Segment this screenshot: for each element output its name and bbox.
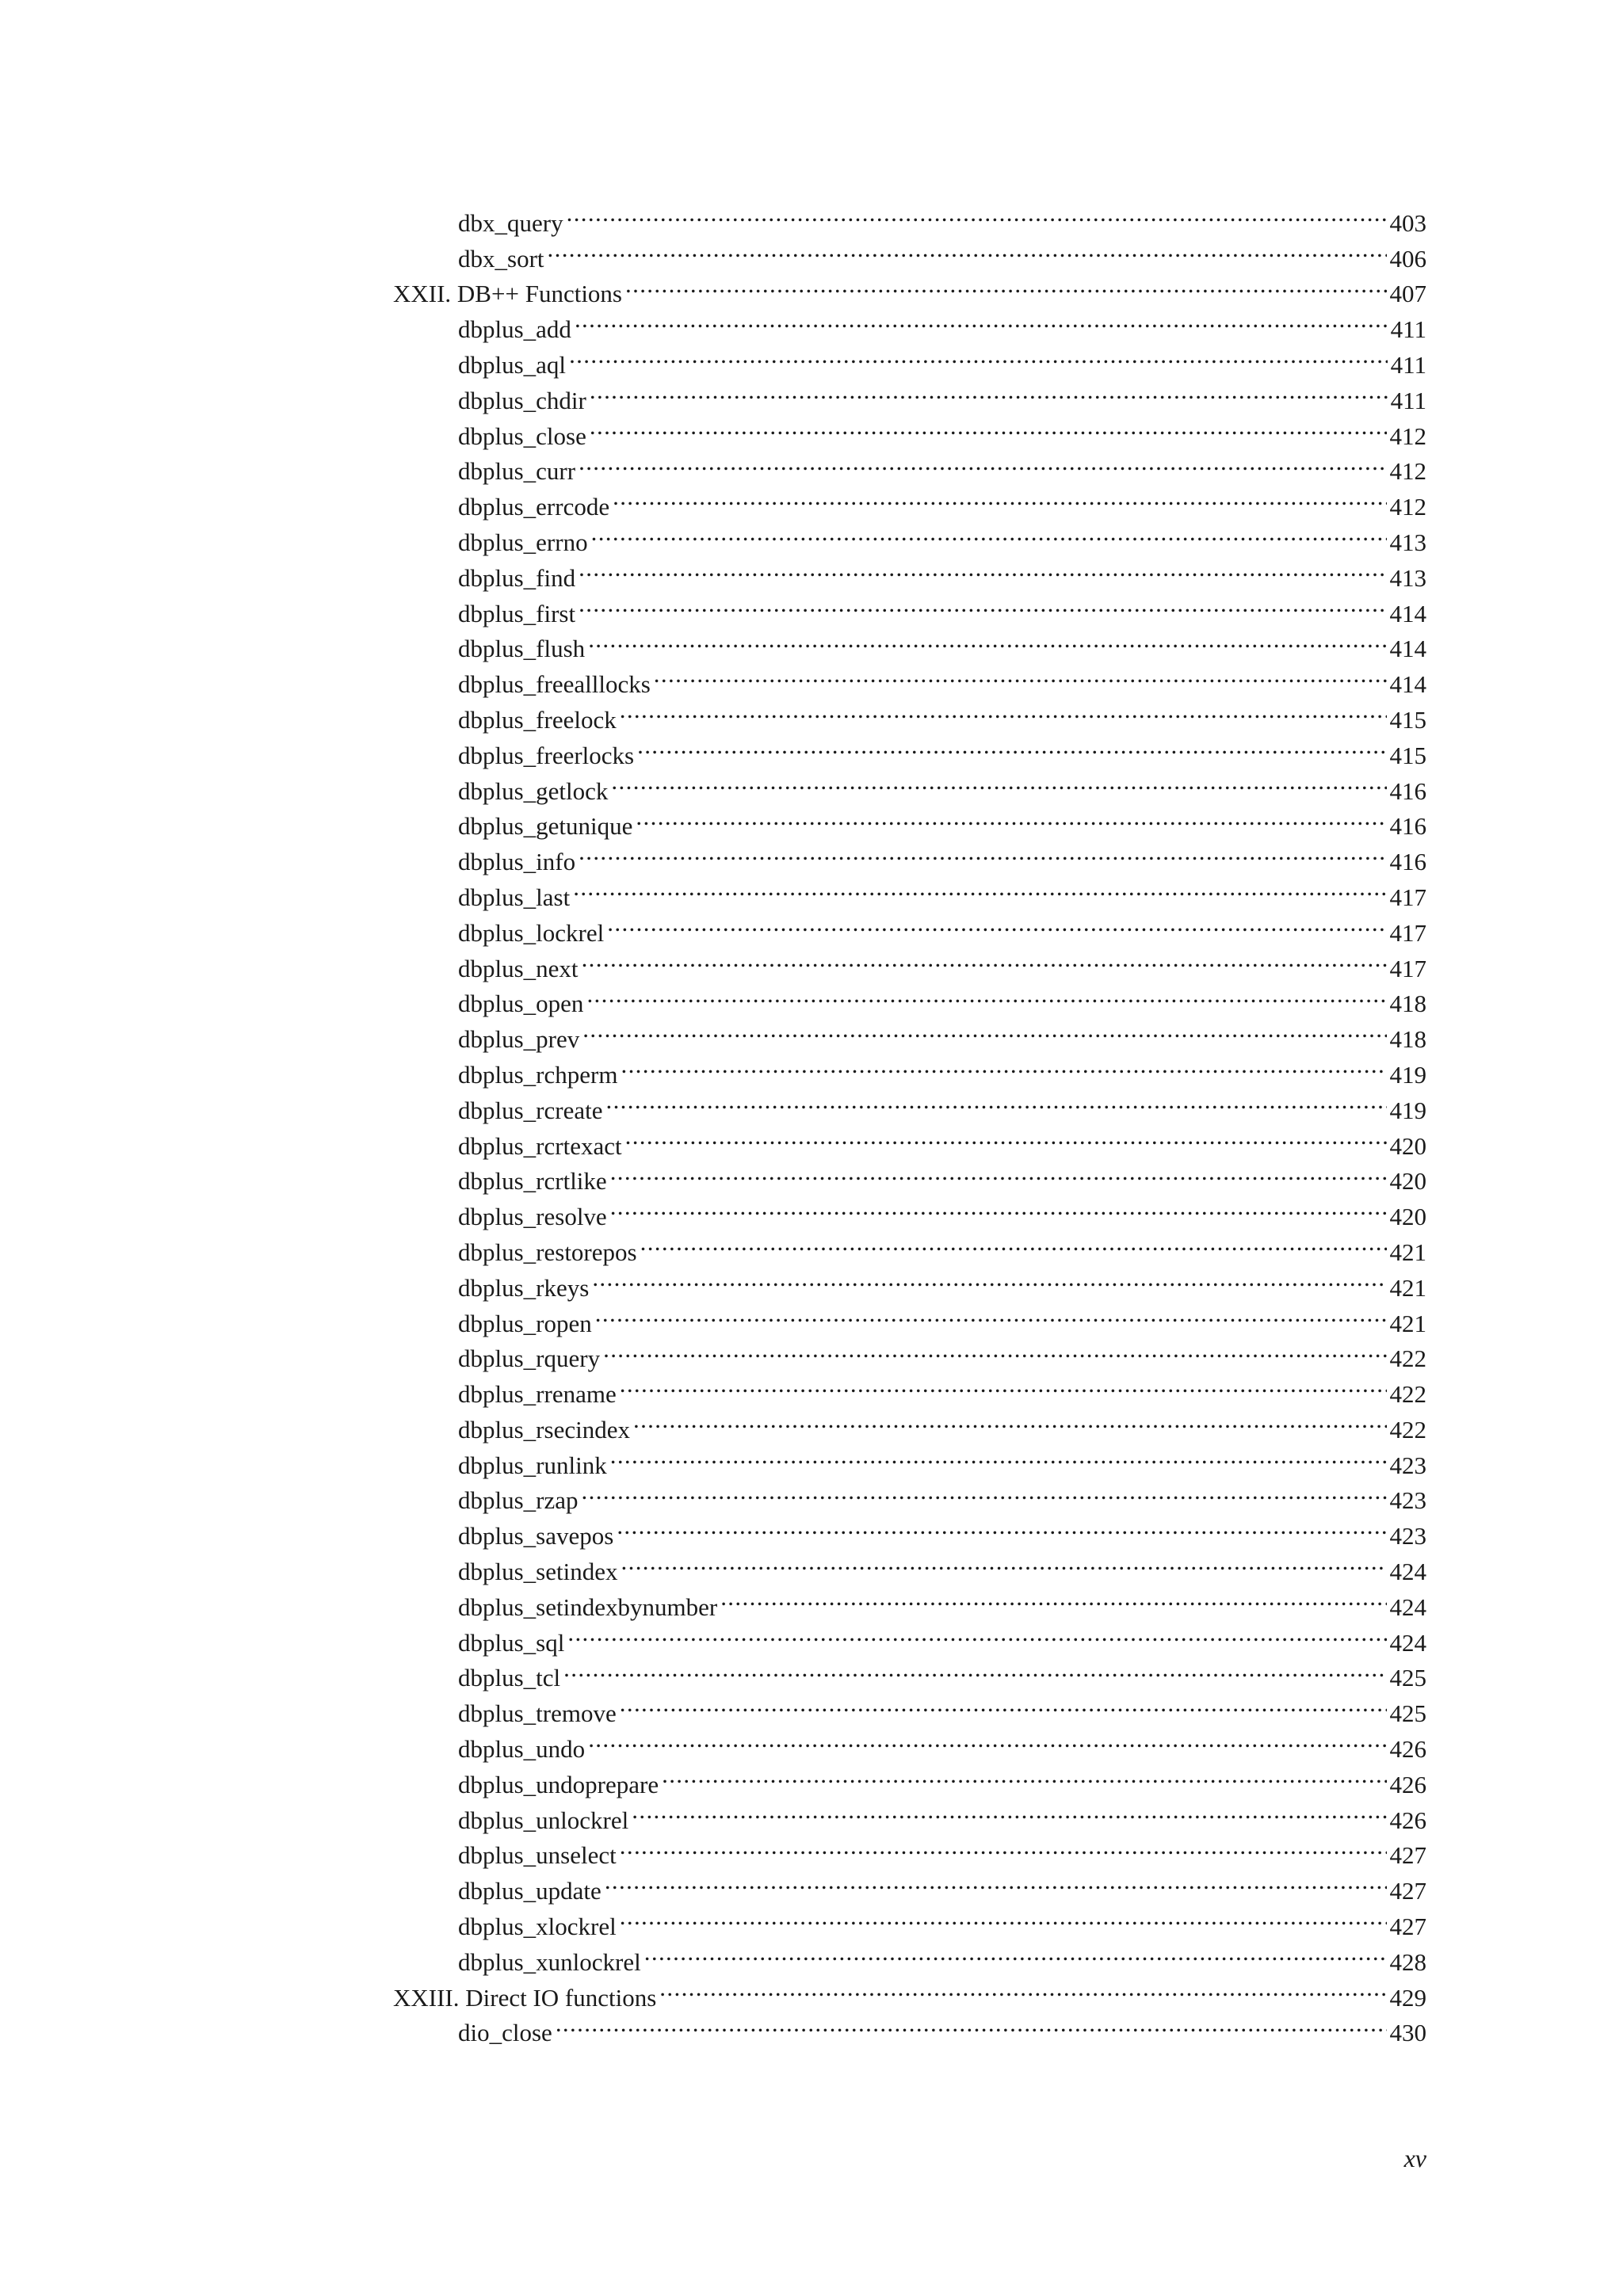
toc-entry-page: 426 (1389, 1806, 1426, 1834)
toc-entry-page: 414 (1389, 635, 1426, 663)
dot-leader (610, 1438, 1387, 1474)
toc-entry-page: 420 (1389, 1167, 1426, 1196)
toc-entry-page: 427 (1389, 1877, 1426, 1905)
toc-entry-label: dbplus_unlockrel (458, 1806, 629, 1834)
dot-leader (556, 2006, 1387, 2042)
toc-entry-label: dbplus_unselect (458, 1841, 617, 1870)
dot-leader (621, 1047, 1386, 1083)
toc-entry-page: 421 (1389, 1238, 1426, 1266)
toc-entry-label: dbplus_ropen (458, 1309, 592, 1337)
dot-leader (591, 515, 1387, 551)
toc-entry-label: dbplus_runlink (458, 1451, 607, 1479)
toc-entry-page: 427 (1389, 1841, 1426, 1870)
toc-entry-page: 427 (1389, 1913, 1426, 1941)
dot-leader (625, 267, 1387, 303)
toc-entry[interactable] (393, 231, 1426, 273)
dot-leader (582, 941, 1387, 977)
toc-entry-page: 423 (1389, 1451, 1426, 1479)
toc-entry-page: 406 (1389, 244, 1426, 273)
dot-leader (620, 692, 1387, 728)
toc-entry-label: dbplus_getunique (458, 812, 633, 841)
dot-leader (605, 1083, 1386, 1119)
toc-entry-page: 429 (1389, 1983, 1426, 2012)
toc-entry-label: dbplus_rquery (458, 1344, 601, 1373)
toc-entry-label: dbplus_xunlockrel (458, 1947, 641, 1976)
dot-leader (586, 977, 1386, 1013)
dot-leader (605, 1863, 1387, 1899)
toc-entry-page: 424 (1389, 1628, 1426, 1657)
toc-entry-page: 412 (1389, 493, 1426, 521)
dot-leader (603, 1332, 1386, 1367)
dot-leader (620, 1686, 1387, 1722)
toc-entry-page: 413 (1389, 528, 1426, 556)
toc-entry-label: dbplus_rcrtlike (458, 1167, 607, 1196)
dot-leader (582, 1474, 1387, 1509)
dot-leader (659, 1970, 1386, 2006)
toc-entry-page: 421 (1389, 1273, 1426, 1302)
toc-entry-label: dbplus_rsecindex (458, 1415, 630, 1444)
dot-leader (620, 1367, 1387, 1402)
table-of-contents (393, 196, 1426, 2047)
dot-leader (592, 1261, 1386, 1296)
toc-entry-page: 415 (1389, 741, 1426, 769)
toc-entry-page: 417 (1389, 954, 1426, 982)
toc-entry-page: 411 (1390, 386, 1426, 414)
toc-entry-label: dbplus_add (458, 315, 571, 344)
toc-entry-label: dbplus_undoprepare (458, 1770, 659, 1798)
toc-entry-page: 413 (1389, 563, 1426, 592)
toc-entry-label: dbplus_find (458, 563, 576, 592)
toc-entry-page: 430 (1389, 2019, 1426, 2047)
toc-entry-label: dbplus_rcrtexact (458, 1131, 622, 1160)
toc-entry-page: 421 (1389, 1309, 1426, 1337)
toc-entry-label: dbplus_restorepos (458, 1238, 637, 1266)
toc-entry-label: dbplus_open (458, 990, 584, 1018)
dot-leader (579, 551, 1386, 586)
toc-entry-page: 426 (1389, 1770, 1426, 1798)
dot-leader (563, 1651, 1386, 1687)
toc-entry-label: dbplus_setindexbynumber (458, 1592, 718, 1621)
toc-entry-page: 423 (1389, 1486, 1426, 1515)
dot-leader (611, 764, 1386, 799)
dot-leader (632, 1793, 1386, 1829)
dot-leader (579, 444, 1386, 480)
toc-entry-label: dbplus_first (458, 599, 576, 627)
dot-leader (620, 1899, 1387, 1935)
toc-entry-label: dbx_query (458, 208, 563, 237)
toc-entry-label: dbplus_curr (458, 457, 576, 486)
dot-leader (621, 1544, 1387, 1580)
toc-entry-label: dbplus_lockrel (458, 918, 605, 947)
toc-entry-page: 417 (1389, 883, 1426, 911)
toc-entry-label: dbplus_freerlocks (458, 741, 635, 769)
dot-leader (588, 622, 1386, 658)
toc-entry-label: dbplus_last (458, 883, 571, 911)
toc-chapter-entry[interactable] (393, 267, 1426, 308)
dot-leader (548, 231, 1387, 267)
dot-leader (613, 479, 1386, 515)
toc-entry-page: 417 (1389, 918, 1426, 947)
toc-entry-label: dbplus_rcreate (458, 1096, 603, 1124)
dot-leader (720, 1580, 1386, 1615)
toc-entry-page: 423 (1389, 1522, 1426, 1550)
toc-entry-label: dbplus_flush (458, 635, 586, 663)
toc-entry-label: dbplus_tremove (458, 1699, 617, 1728)
toc-entry-page: 420 (1389, 1203, 1426, 1231)
page-number: xv (1403, 2144, 1426, 2172)
dot-leader (654, 657, 1387, 692)
dot-leader (569, 338, 1388, 373)
toc-entry-label: dbx_sort (458, 244, 544, 273)
toc-entry-page: 416 (1389, 812, 1426, 841)
dot-leader (590, 409, 1387, 444)
toc-entry-label: dbplus_xlockrel (458, 1913, 617, 1941)
toc-entry-page: 412 (1389, 421, 1426, 450)
toc-entry-label: dbplus_rchperm (458, 1060, 618, 1089)
toc-entry-label: XXIII. Direct IO functions (393, 1983, 657, 2012)
toc-entry-page: 416 (1389, 776, 1426, 805)
dot-leader (590, 373, 1388, 409)
dot-leader (579, 834, 1386, 870)
toc-entry-page: 425 (1389, 1699, 1426, 1728)
toc-entry-label: dbplus_savepos (458, 1522, 614, 1550)
dot-leader (617, 1508, 1386, 1544)
toc-entry-page: 422 (1389, 1380, 1426, 1409)
dot-leader (595, 1296, 1387, 1332)
dot-leader (637, 728, 1386, 764)
toc-entry-page: 407 (1389, 280, 1426, 308)
toc-entry-page: 424 (1389, 1558, 1426, 1586)
toc-entry-label: dbplus_rzap (458, 1486, 579, 1515)
toc-entry-page: 419 (1389, 1096, 1426, 1124)
toc-entry-label: dio_close (458, 2019, 552, 2047)
toc-entry-page: 428 (1389, 1947, 1426, 1976)
toc-entry-page: 414 (1389, 670, 1426, 699)
toc-entry-page: 403 (1389, 208, 1426, 237)
toc-entry-page: 424 (1389, 1592, 1426, 1621)
dot-leader (582, 1012, 1386, 1047)
toc-entry-page: 416 (1389, 848, 1426, 876)
toc-entry-page: 426 (1389, 1735, 1426, 1764)
toc-entry-page: 411 (1390, 350, 1426, 379)
toc-entry-label: dbplus_info (458, 848, 576, 876)
toc-entry-label: dbplus_errcode (458, 493, 610, 521)
toc-entry-label: dbplus_close (458, 421, 586, 450)
toc-entry-page: 414 (1389, 599, 1426, 627)
toc-entry-page: 412 (1389, 457, 1426, 486)
toc-entry-label: dbplus_sql (458, 1628, 565, 1657)
dot-leader (567, 196, 1387, 231)
dot-leader (636, 799, 1386, 835)
toc-entry-label: dbplus_resolve (458, 1203, 607, 1231)
toc-entry-label: dbplus_chdir (458, 386, 586, 414)
dot-leader (567, 1615, 1386, 1651)
dot-leader (640, 1225, 1387, 1261)
toc-entry-page: 419 (1389, 1060, 1426, 1089)
toc-entry-label: dbplus_undo (458, 1735, 586, 1764)
toc-entry-label: dbplus_setindex (458, 1558, 618, 1586)
toc-entry-label: dbplus_freelock (458, 705, 617, 734)
dot-leader (610, 1154, 1387, 1190)
toc-entry-label: dbplus_prev (458, 1025, 580, 1054)
toc-entry-label: dbplus_aql (458, 350, 567, 379)
toc-entry-page: 422 (1389, 1415, 1426, 1444)
dot-leader (662, 1757, 1386, 1793)
toc-entry-label: dbplus_getlock (458, 776, 609, 805)
dot-leader (575, 302, 1388, 338)
toc-entry-page: 420 (1389, 1131, 1426, 1160)
dot-leader (620, 1829, 1387, 1864)
toc-entry-page: 422 (1389, 1344, 1426, 1373)
toc-entry-label: dbplus_errno (458, 528, 588, 556)
toc-entry-label: dbplus_update (458, 1877, 601, 1905)
dot-leader (607, 906, 1386, 941)
toc-entry-page: 415 (1389, 705, 1426, 734)
dot-leader (625, 1119, 1387, 1154)
toc-entry-page: 418 (1389, 1025, 1426, 1054)
toc-entry-label: dbplus_next (458, 954, 579, 982)
toc-entry-label: dbplus_freealllocks (458, 670, 651, 699)
toc-entry-page: 411 (1390, 315, 1426, 344)
dot-leader (644, 1935, 1387, 1970)
toc-entry-label: XXII. DB++ Functions (393, 280, 622, 308)
toc-entry-page: 425 (1389, 1664, 1426, 1692)
toc-entry-label: dbplus_tcl (458, 1664, 561, 1692)
dot-leader (633, 1402, 1387, 1438)
toc-entry[interactable] (393, 196, 1426, 237)
toc-entry-label: dbplus_rrename (458, 1380, 617, 1409)
dot-leader (579, 586, 1386, 622)
toc-entry-page: 418 (1389, 990, 1426, 1018)
dot-leader (610, 1189, 1387, 1225)
toc-entry-label: dbplus_rkeys (458, 1273, 590, 1302)
dot-leader (588, 1722, 1386, 1757)
dot-leader (573, 870, 1386, 906)
